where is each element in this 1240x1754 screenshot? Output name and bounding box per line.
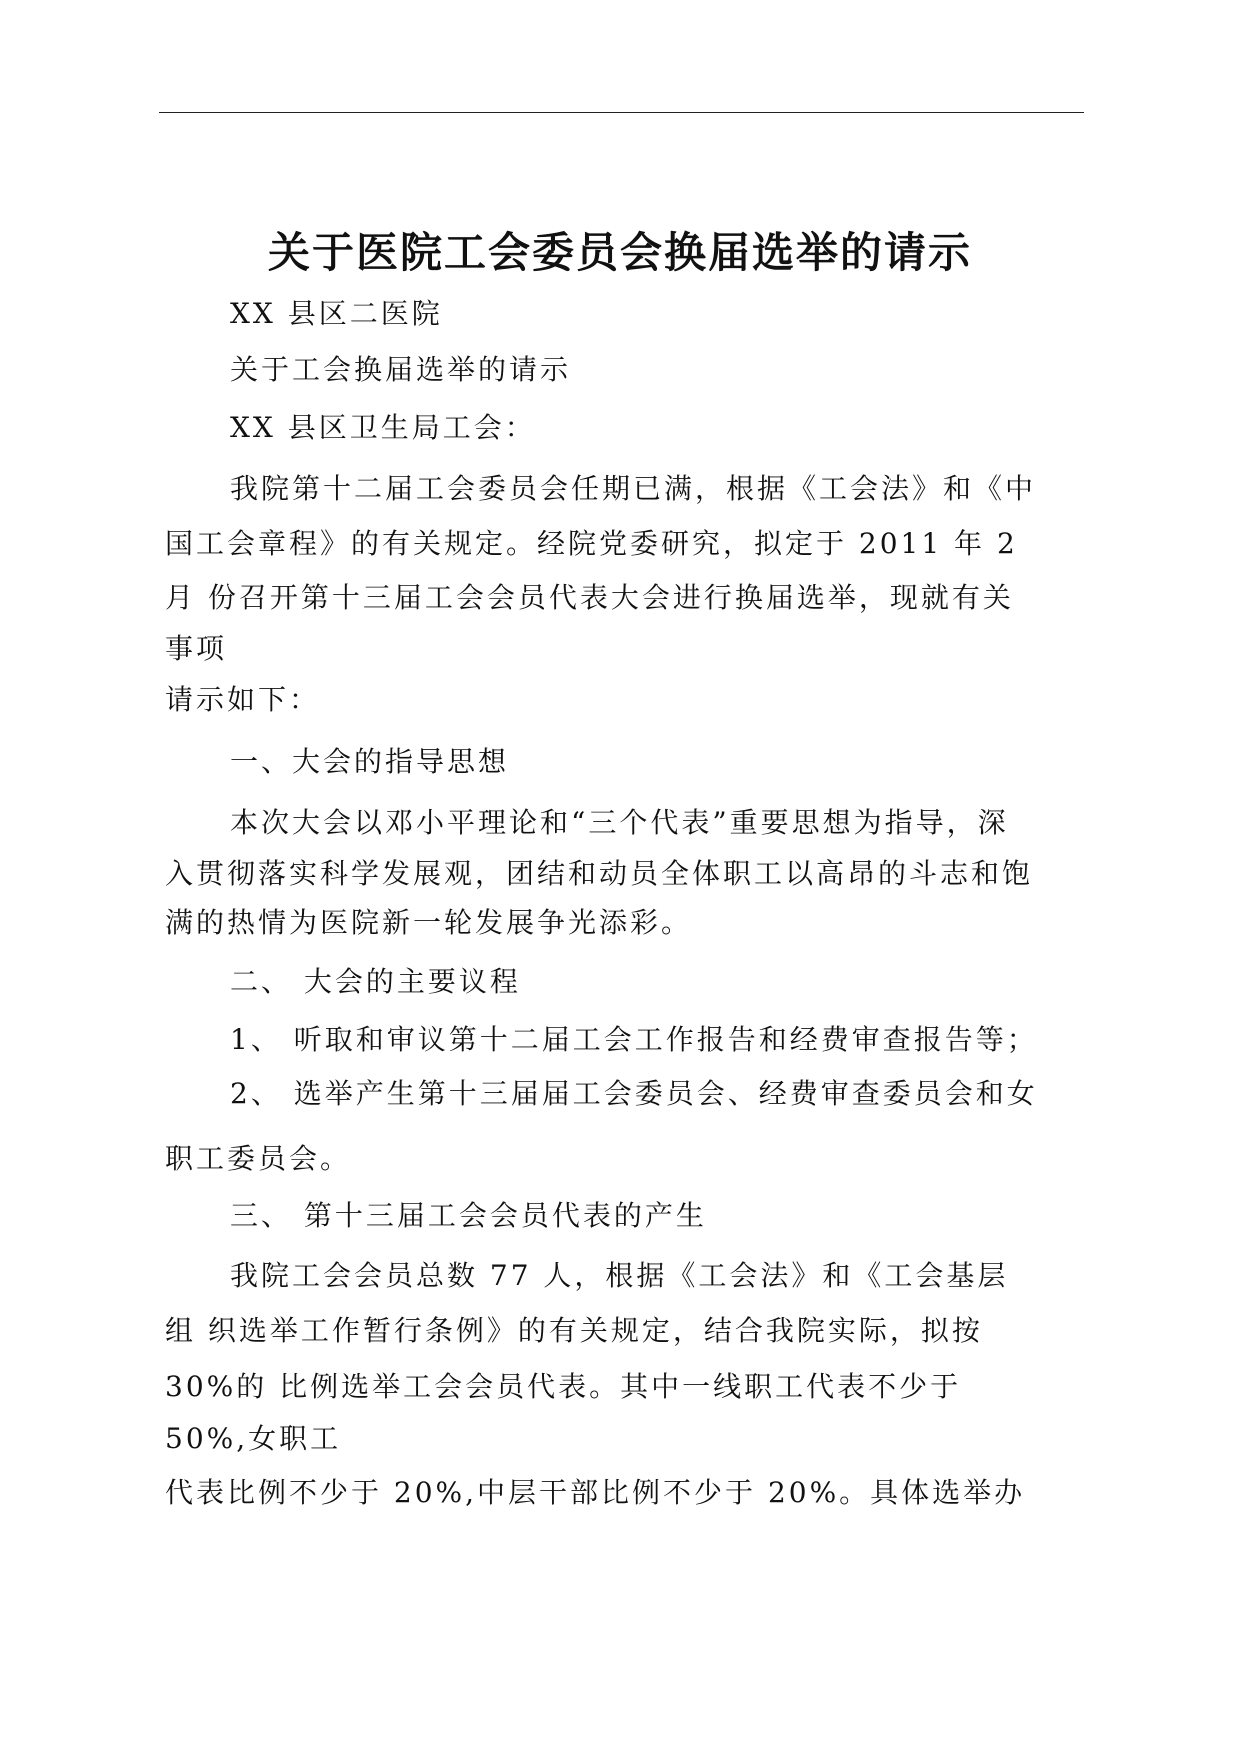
paragraph-line: 入贯彻落实科学发展观，团结和动员全体职工以高昂的斗志和饱 bbox=[165, 857, 1034, 890]
paragraph-line: 我院第十二届工会委员会任期已满，根据《工会法》和《中 bbox=[230, 472, 1037, 505]
section-heading: 一、大会的指导思想 bbox=[230, 745, 510, 778]
header-rule bbox=[159, 112, 1084, 113]
paragraph-line: 我院工会会员总数 77 人，根据《工会法》和《工会基层 bbox=[230, 1259, 1009, 1292]
paragraph-line: 50%,女职工 bbox=[165, 1422, 342, 1455]
paragraph-line: 请示如下： bbox=[165, 683, 321, 716]
paragraph-line: 满的热情为医院新一轮发展争光添彩。 bbox=[165, 906, 693, 939]
paragraph-line: 国工会章程》的有关规定。经院党委研究，拟定于 2011 年 2 bbox=[165, 527, 1018, 560]
paragraph-line: 30%的 比例选举工会会员代表。其中一线职工代表不少于 bbox=[165, 1370, 962, 1403]
paragraph-line: 本次大会以邓小平理论和“三个代表”重要思想为指导，深 bbox=[230, 806, 1009, 839]
subject-line: 关于工会换届选举的请示 bbox=[230, 353, 572, 386]
paragraph-line: 月 份召开第十三届工会会员代表大会进行换届选举，现就有关 bbox=[165, 581, 1014, 614]
section-heading: 三、 第十三届工会会员代表的产生 bbox=[230, 1199, 707, 1232]
section-heading: 二、 大会的主要议程 bbox=[230, 965, 521, 998]
paragraph-line: 职工委员会。 bbox=[165, 1142, 352, 1175]
sender-line: XX 县区二医院 bbox=[230, 297, 443, 330]
paragraph-line: 组 织选举工作暂行条例》的有关规定，结合我院实际，拟按 bbox=[165, 1314, 983, 1347]
list-item: 2、 选举产生第十三届届工会委员会、经费审查委员会和女 bbox=[230, 1077, 1038, 1110]
document-title: 关于医院工会委员会换届选举的请示 bbox=[267, 228, 972, 277]
paragraph-line: 代表比例不少于 20%,中层干部比例不少于 20%。具体选举办 bbox=[165, 1476, 1026, 1509]
list-item: 1、 听取和审议第十二届工会工作报告和经费审查报告等； bbox=[230, 1023, 1038, 1056]
recipient-line: XX 县区卫生局工会： bbox=[230, 411, 536, 444]
paragraph-line: 事项 bbox=[165, 632, 228, 665]
